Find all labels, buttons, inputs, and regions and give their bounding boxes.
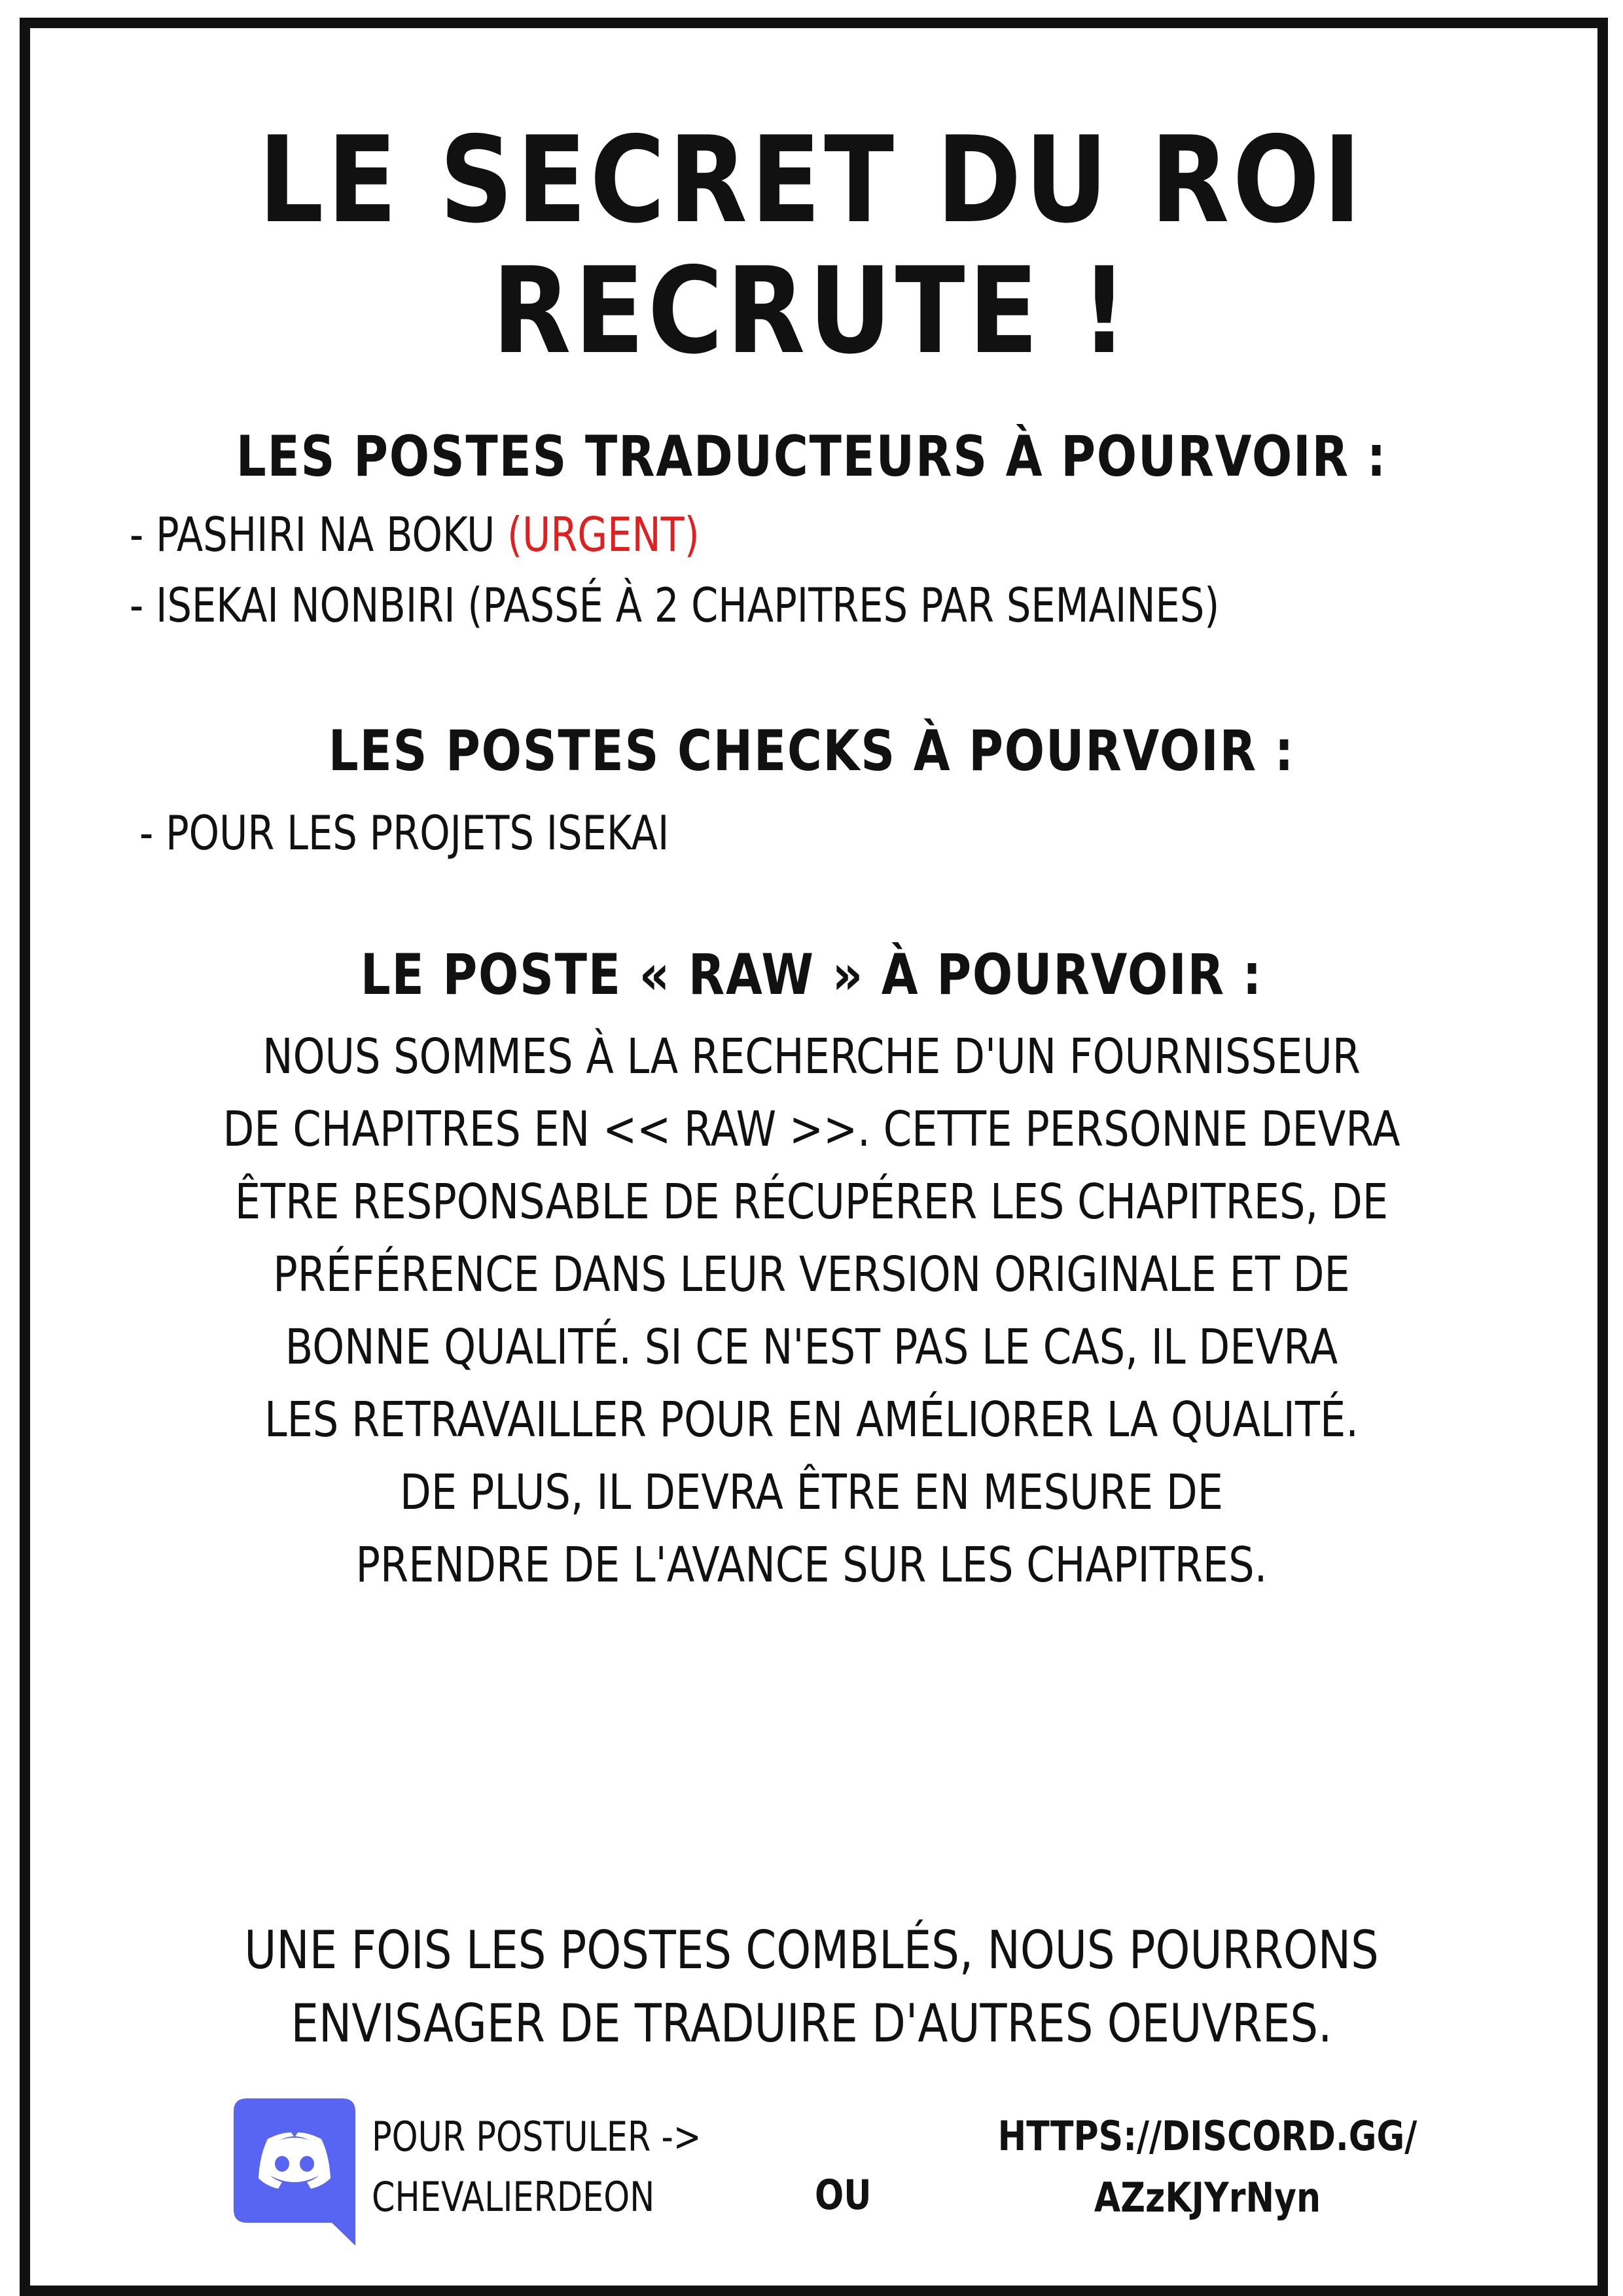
raw-line: PRÉFÉRENCE DANS LEUR VERSION ORIGINALE ET DE: [273, 1246, 1350, 1303]
apply-username: CHEVALIERDEON: [372, 2173, 655, 2221]
raw-line: DE CHAPITRES EN << RAW >>. CETTE PERSONNE DEVRA: [223, 1101, 1400, 1157]
raw-line: PRENDRE DE L'AVANCE SUR LES CHAPITRES.: [355, 1537, 1268, 1593]
page-title: LE SECRET DU ROI RECRUTE !: [258, 111, 1365, 380]
translators-heading: LES POSTES TRADUCTEURS À POURVOIR :: [236, 424, 1387, 489]
closing-text: [130, 1914, 1493, 2060]
discord-logo-icon[interactable]: [234, 2098, 355, 2246]
raw-line: LES RETRAVAILLER POUR EN AMÉLIORER LA QUALITÉ.: [264, 1392, 1359, 1448]
discord-invite-link[interactable]: [974, 2106, 1441, 2229]
raw-line: DE PLUS, IL DEVRA ÊTRE EN MESURE DE: [400, 1464, 1223, 1521]
link-line[interactable]: HTTPS://DISCORD.GG/: [997, 2112, 1418, 2160]
checks-item: [139, 804, 669, 862]
apply-instructions: [372, 2107, 701, 2227]
raw-line: ÊTRE RESPONSABLE DE RÉCUPÉRER LES CHAPITRES, DE: [234, 1174, 1389, 1230]
translator-item: [130, 576, 1219, 635]
closing-line: UNE FOIS LES POSTES COMBLÉS, NOUS POURRONS: [244, 1920, 1379, 1981]
checks-item-text: - POUR LES PROJETS ISEKAI: [139, 805, 669, 860]
raw-line: NOUS SOMMES À LA RECHERCHE D'UN FOURNISSEUR: [262, 1029, 1361, 1085]
urgent-label: (URGENT): [507, 507, 700, 562]
apply-line: POUR POSTULER ->: [372, 2113, 702, 2161]
or-label: OU: [815, 2171, 872, 2219]
translator-item: [130, 505, 700, 564]
link-line[interactable]: AZzKJYrNyn: [1094, 2174, 1321, 2221]
raw-heading: LE POSTE « RAW » À POURVOIR :: [360, 942, 1263, 1008]
checks-heading: LES POSTES CHECKS À POURVOIR :: [328, 718, 1295, 784]
closing-line: ENVISAGER DE TRADUIRE D'AUTRES OEUVRES.: [291, 1993, 1332, 2054]
translator-item-text: - ISEKAI NONBIRI (PASSÉ À 2 CHAPITRES PAR SEMAINES): [130, 578, 1220, 633]
raw-description: [130, 1021, 1493, 1602]
raw-line: BONNE QUALITÉ. SI CE N'EST PAS LE CAS, IL DEVRA: [285, 1319, 1338, 1375]
translator-item-text: - PASHIRI NA BOKU: [130, 507, 508, 562]
